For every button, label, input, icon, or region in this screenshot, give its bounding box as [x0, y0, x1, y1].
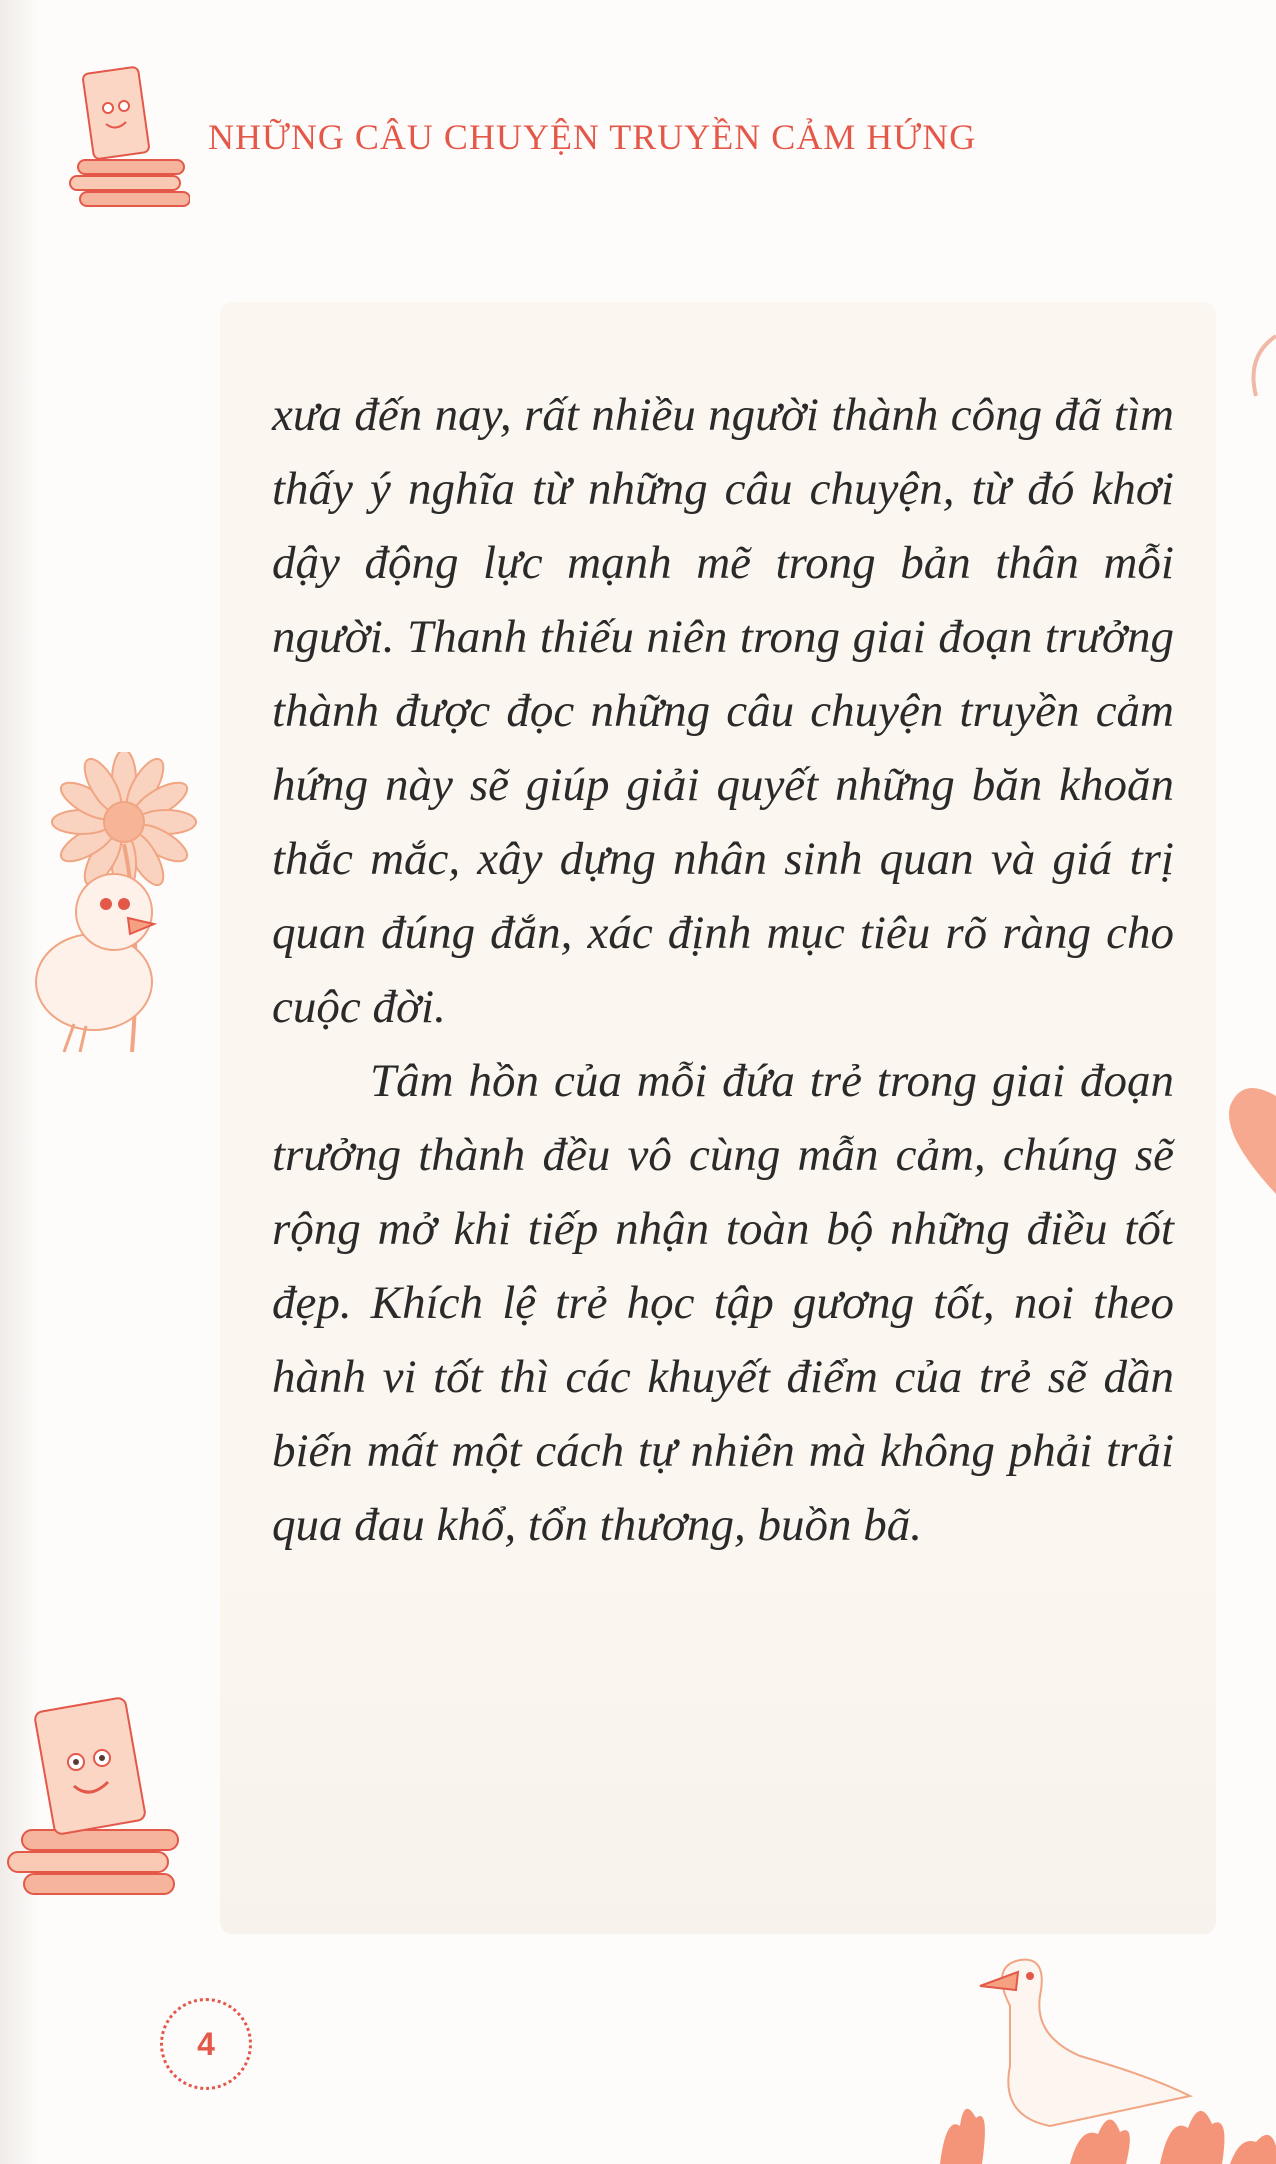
- paragraph: Tâm hồn của mỗi đứa trẻ trong giai đoạn trưởng thành đều vô cùng mẫn cảm, chúng sẽ rộng mở khi tiếp nhận toàn bộ những điều tốt đẹp. Khích lệ trẻ học tập gương tốt, noi theo hành vi tốt thì các khuyết điểm của trẻ sẽ dần biến mất một cách tự nhiên mà không phải trải qua đau khổ, tổn thương, buồn bã.: [272, 1055, 1174, 1551]
- goose-icon: [930, 1946, 1276, 2164]
- ribbon-icon: [1236, 326, 1276, 406]
- chick-with-flower-icon: [24, 752, 204, 1082]
- heart-icon: [1222, 1076, 1276, 1196]
- content-panel-fade: [220, 1560, 1216, 1934]
- header-title: NHỮNG CÂU CHUYỆN TRUYỀN CẢM HỨNG: [208, 117, 977, 157]
- book-stack-mascot-icon: [60, 60, 190, 210]
- paragraph: xưa đến nay, rất nhiều người thành công đã tìm thấy ý nghĩa từ những câu chuyện, từ đó khơi dậy động lực mạnh mẽ trong bản thân mỗi người. Thanh thiếu niên trong giai đoạn trưởng thành được đọc những câu chuyện truyền cảm hứng này sẽ giúp giải quyết những băn khoăn thắc mắc, xây dựng nhân sinh quan và giá trị quan đúng đắn, xác định mục tiêu rõ ràng cho cuộc đời.: [272, 389, 1174, 1033]
- running-header: [60, 60, 1160, 210]
- body-text: [272, 378, 1174, 1562]
- book-stack-mascot-icon: [4, 1690, 184, 1900]
- page-number: 4: [197, 2025, 215, 2062]
- page-number-badge: [160, 1998, 252, 2090]
